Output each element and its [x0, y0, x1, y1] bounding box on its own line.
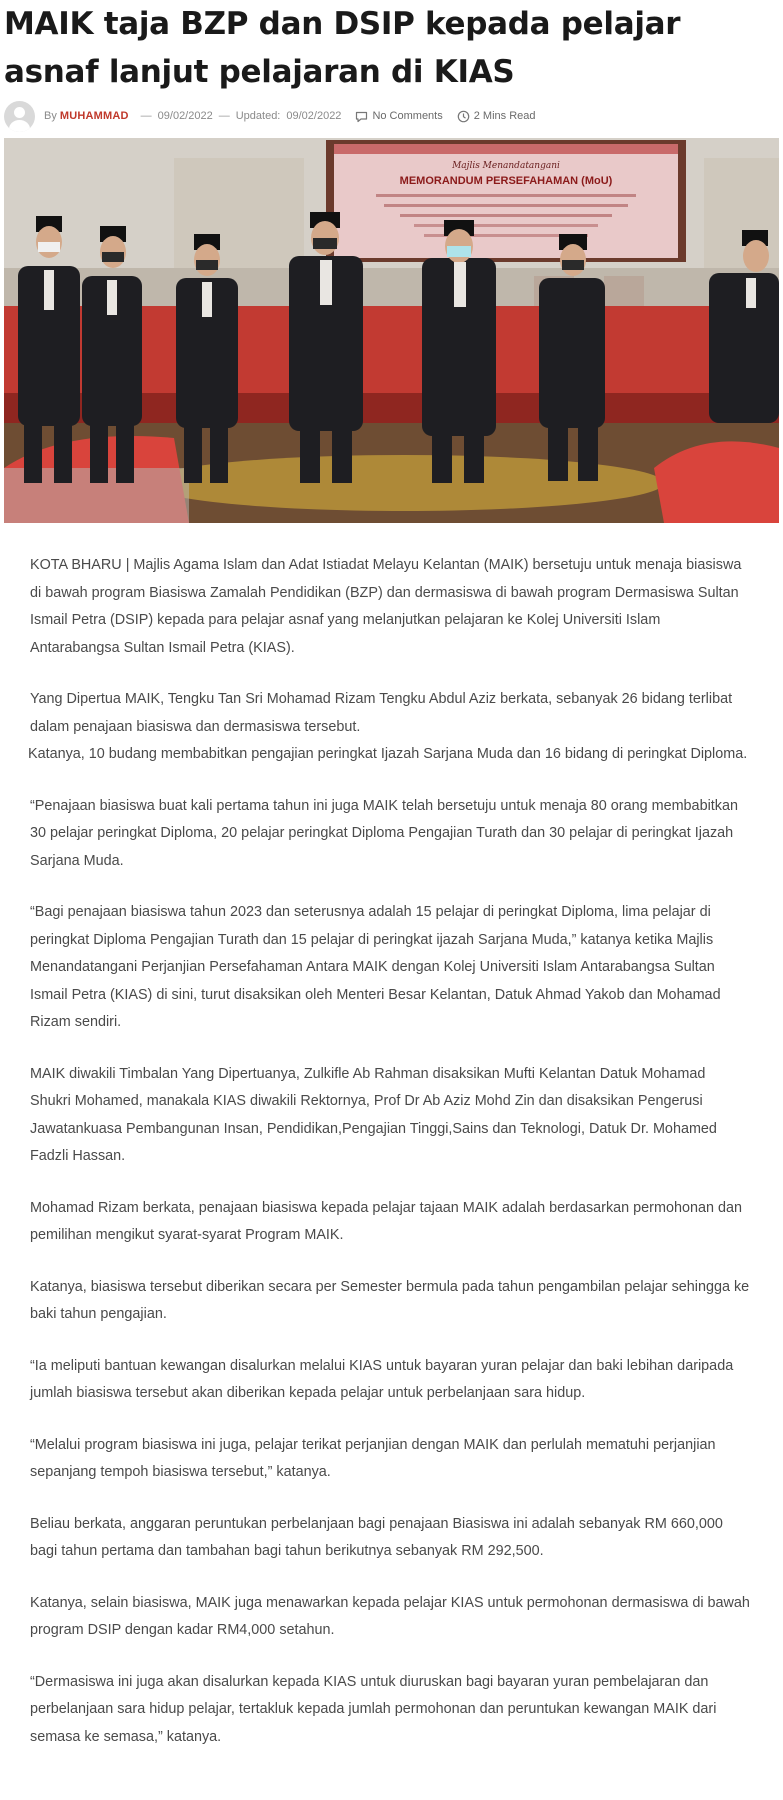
article-body: [30, 552, 750, 1775]
article-paragraph: MAIK diwakili Timbalan Yang Dipertuanya, Zulkifle Ab Rahman disaksikan Mufti Kelantan Datuk Mohamad Shukri Mohamed, manakala KIAS diwakili Rektornya, Prof Dr Ab Aziz Mohd Zin dan disaksikan Pengerusi Jawatankuasa Pembangunan Insan, Pendidikan,Pengajian Tinggi,Sains dan Teknologi, Datuk Dr. Mohamed Fadzli Hassan.: [30, 1065, 717, 1164]
comment-icon: [355, 110, 368, 123]
updated-date: 09/02/2022: [286, 110, 342, 122]
updated-label: Updated:: [235, 110, 281, 122]
author-link[interactable]: MUHAMMAD: [59, 110, 129, 122]
article-paragraph: “Melalui program biasiswa ini juga, pelajar terikat perjanjian dengan MAIK dan perlulah mematuhi perjanjian sepanjang tempoh biasiswa tersebut,” katanya.: [30, 1436, 716, 1480]
read-time: 2 Mins Read: [473, 110, 536, 122]
meta-separator: —: [218, 110, 230, 122]
banner-title-text: MEMORANDUM PERSEFAHAMAN (MoU): [399, 175, 613, 187]
banner-script-text: Majlis Menandatangani: [452, 161, 560, 171]
by-label: By: [44, 110, 57, 122]
featured-image: [4, 138, 779, 523]
article-title: MAIK taja BZP dan DSIP kepada pelajar asnaf lanjut pelajaran di KIAS: [4, 6, 681, 90]
article-paragraph: KOTA BHARU | Majlis Agama Islam dan Adat Istiadat Melayu Kelantan (MAIK) bersetuju untuk menaja biasiswa di bawah program Biasiswa Zamalah Pendidikan (BZP) dan dermasiswa di bawah program Dermasiswa Sultan Ismail Petra (DSIP) kepada para pelajar asnaf yang melanjutkan pelajaran ke Kolej Universiti Islam Antarabangsa Sultan Ismail Petra (KIAS).: [30, 557, 742, 656]
article-paragraph: Mohamad Rizam berkata, penajaan biasiswa kepada pelajar tajaan MAIK adalah berdasarkan permohonan dan pemilihan mengikut syarat-syarat Program MAIK.: [30, 1199, 742, 1243]
article-paragraph: “Bagi penajaan biasiswa tahun 2023 dan seterusnya adalah 15 pelajar di peringkat Diploma, lima pelajar di peringkat Diploma Pengajian Turath dan 15 pelajar di peringkat ijazah Sarjana Muda,” katanya ketika Majlis Menandatangani Perjanjian Persefahaman Antara MAIK dengan Kolej Universiti Islam Antarabangsa Sultan Ismail Petra (KIAS) di sini, turut disaksikan oleh Menteri Besar Kelantan, Datuk Ahmad Yakob dan Mohamad Rizam sendiri.: [30, 904, 721, 1030]
author-avatar[interactable]: [4, 101, 35, 132]
article-paragraph: “Ia meliputi bantuan kewangan disalurkan melalui KIAS untuk bayaran yuran pelajar dan baki lebihan daripada jumlah biasiswa tersebut akan diberikan kepada pelajar untuk perbelanjaan sara hidup.: [30, 1357, 734, 1401]
article-paragraph: Yang Dipertua MAIK, Tengku Tan Sri Mohamad Rizam Tengku Abdul Aziz berkata, sebanyak 26 bidang terlibat dalam penajaan biasiswa dan dermasiswa tersebut.: [30, 691, 733, 735]
article-paragraph: “Dermasiswa ini juga akan disalurkan kepada KIAS untuk diuruskan bagi bayaran yuran pembelajaran dan perbelanjaan sara hidup pelajar, tertakluk kepada jumlah permohonan dan peruntukan kewangan MAIK dari semasa ke semasa,” katanya.: [30, 1673, 717, 1745]
published-date: 09/02/2022: [157, 110, 213, 122]
article-paragraph: “Penajaan biasiswa buat kali pertama tahun ini juga MAIK telah bersetuju untuk menaja 80 orang membabitkan 30 pelajar peringkat Diploma, 20 pelajar peringkat Diploma Pengajian Turath dan 30 pelajar di peringkat Ijazah Sarjana Muda.: [30, 797, 738, 869]
comments-link[interactable]: No Comments: [372, 110, 443, 122]
article-paragraph: Katanya, biasiswa tersebut diberikan secara per Semester bermula pada tahun pengambilan pelajar sehingga ke baki tahun pengajian.: [30, 1278, 750, 1322]
meta-separator: —: [140, 110, 152, 122]
article-paragraph: Beliau berkata, anggaran peruntukan perbelanjaan bagi penajaan Biasiswa ini adalah sebanyak RM 660,000 bagi tahun pertama dan tambahan bagi tahun berikutnya sebanyak RM 292,500.: [30, 1515, 723, 1559]
article-paragraph: Katanya, 10 budang membabitkan pengajian peringkat Ijazah Sarjana Muda dan 16 bidang di peringkat Diploma.: [28, 746, 748, 762]
article-meta: [4, 100, 774, 132]
clock-icon: [457, 110, 470, 123]
article-paragraph: Katanya, selain biasiswa, MAIK juga menawarkan kepada pelajar KIAS untuk permohonan dermasiswa di bawah program DSIP dengan kadar RM4,000 setahun.: [30, 1594, 750, 1638]
